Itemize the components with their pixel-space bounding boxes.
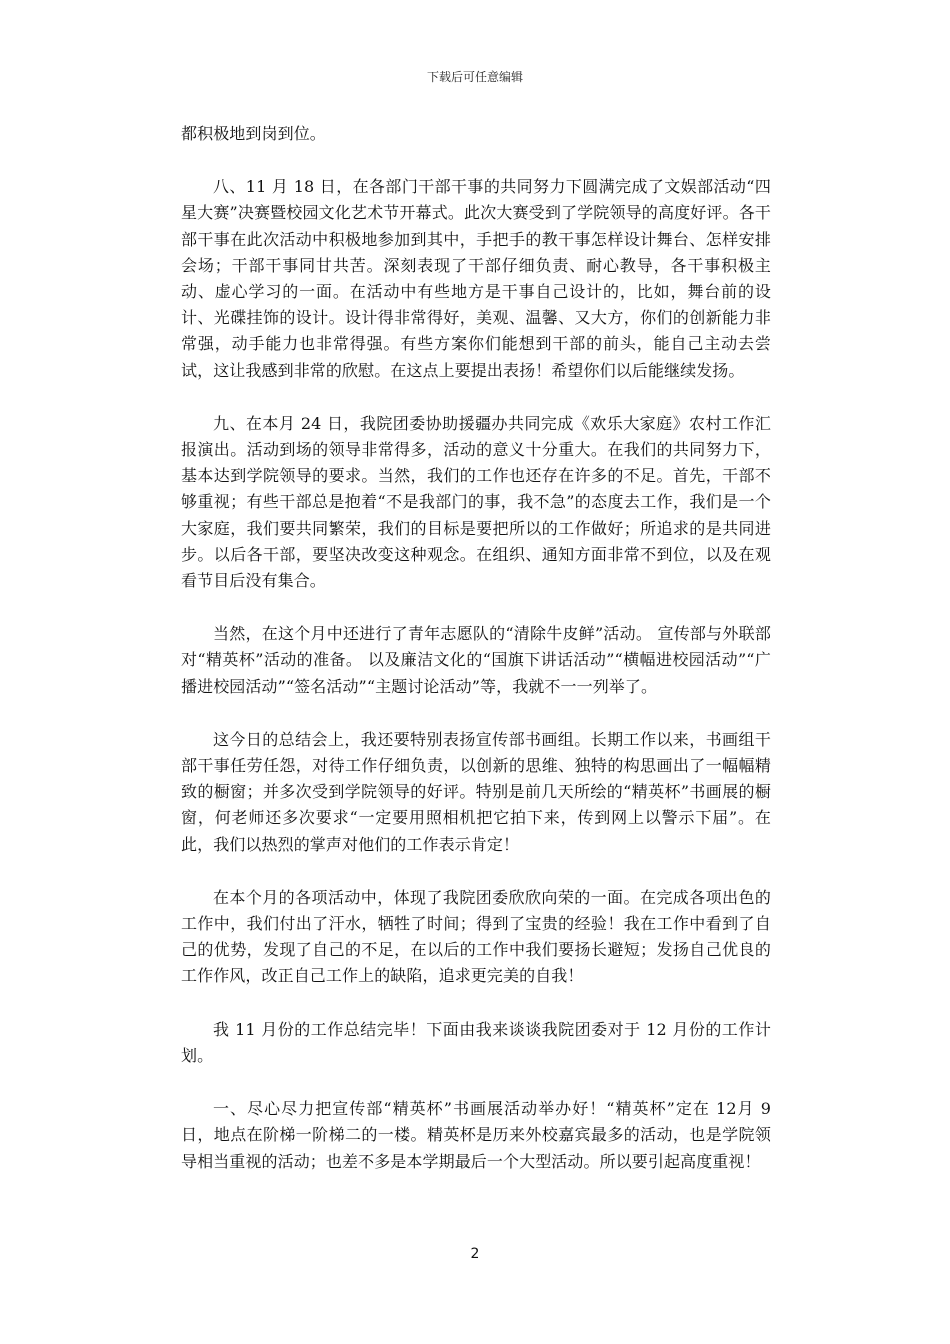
paragraph-plan-item-one: 一、尽心尽力把宣传部“精英杯”书画展活动举办好！“精英杯”定在 12月 9 日，地点在阶梯一阶梯二的一楼。精英杯是历来外校嘉宾最多的活动，也是学院领导相当重视的活动；也差不多是本学期最后一个大型活动。所以要引起高度重视！ (181, 1099, 771, 1171)
page-number: 2 (470, 1246, 480, 1262)
paragraph-month-reflection: 在本个月的各项活动中，体现了我院团委欣欣向荣的一面。在完成各项出色的工作中，我们付出了汗水，牺牲了时间；得到了宝贵的经验！我在工作中看到了自己的优势，发现了自己的不足，在以后的工作中我们要扬长避短；发扬自己优良的工作作风，改正自己工作上的缺陷，追求更完美的自我！ (181, 887, 771, 986)
page-header: 下载后可任意编辑 (426, 70, 523, 84)
paragraph-continuation: 都积极地到岗到位。 (181, 124, 326, 143)
paragraph-summary-end: 我 11 月份的工作总结完毕！下面由我来谈谈我院团委对于 12 月份的工作计划。 (181, 1019, 771, 1065)
paragraph-other-activities: 当然，在这个月中还进行了青年志愿队的“清除牛皮鲜”活动。 宣传部与外联部对“精英杯”活动的准备。 以及廉洁文化的“国旗下讲话活动”“横幅进校园活动”“广播进校园活动”“签名活动”“主题讨论活动”等，我就不一一列举了。 (181, 624, 771, 696)
paragraph-commendation: 这今日的总结会上，我还要特别表扬宣传部书画组。长期工作以来，书画组干部干事任劳任怨，对待工作仔细负责，以创新的思维、独特的构思画出了一幅幅精致的橱窗；并多次受到学院领导的好评。特别是前几天所绘的“精英杯”书画展的橱窗，何老师还多次要求“一定要用照相机把它拍下来，传到网上以警示下届”。在此，我们以热烈的掌声对他们的工作表示肯定！ (181, 729, 771, 854)
paragraph-item-eight: 八、11 月 18 日，在各部门干部干事的共同努力下圆满完成了文娱部活动“四星大赛”决赛暨校园文化艺术节开幕式。此次大赛受到了学院领导的高度好评。各干部干事在此次活动中积极地参加到其中，手把手的教干事怎样设计舞台、怎样安排会场；干部干事同甘共苦。深刻表现了干部仔细负责、耐心教导，各干事积极主动、虚心学习的一面。在活动中有些地方是干事自己设计的，比如，舞台前的设计、光碟挂饰的设计。设计得非常得好，美观、温馨、又大方，你们的创新能力非常强，动手能力也非常得强。有些方案你们能想到干部的前头，能自己主动去尝试，这让我感到非常的欣慰。在这点上要提出表扬！希望你们以后能继续发扬。 (181, 177, 771, 380)
paragraph-item-nine: 九、在本月 24 日，我院团委协助援疆办共同完成《欢乐大家庭》农村工作汇报演出。活动到场的领导非常得多，活动的意义十分重大。在我们的共同努力下，基本达到学院领导的要求。当然，我们的工作也还存在许多的不足。首先，干部不够重视；有些干部总是抱着“不是我部门的事，我不急”的态度去工作，我们是一个大家庭，我们要共同繁荣，我们的目标是要把所以的工作做好；所追求的是共同进步。以后各干部，要坚决改变这种观念。在组织、通知方面非常不到位，以及在观看节目后没有集合。 (181, 413, 771, 591)
document-body (181, 121, 771, 1175)
